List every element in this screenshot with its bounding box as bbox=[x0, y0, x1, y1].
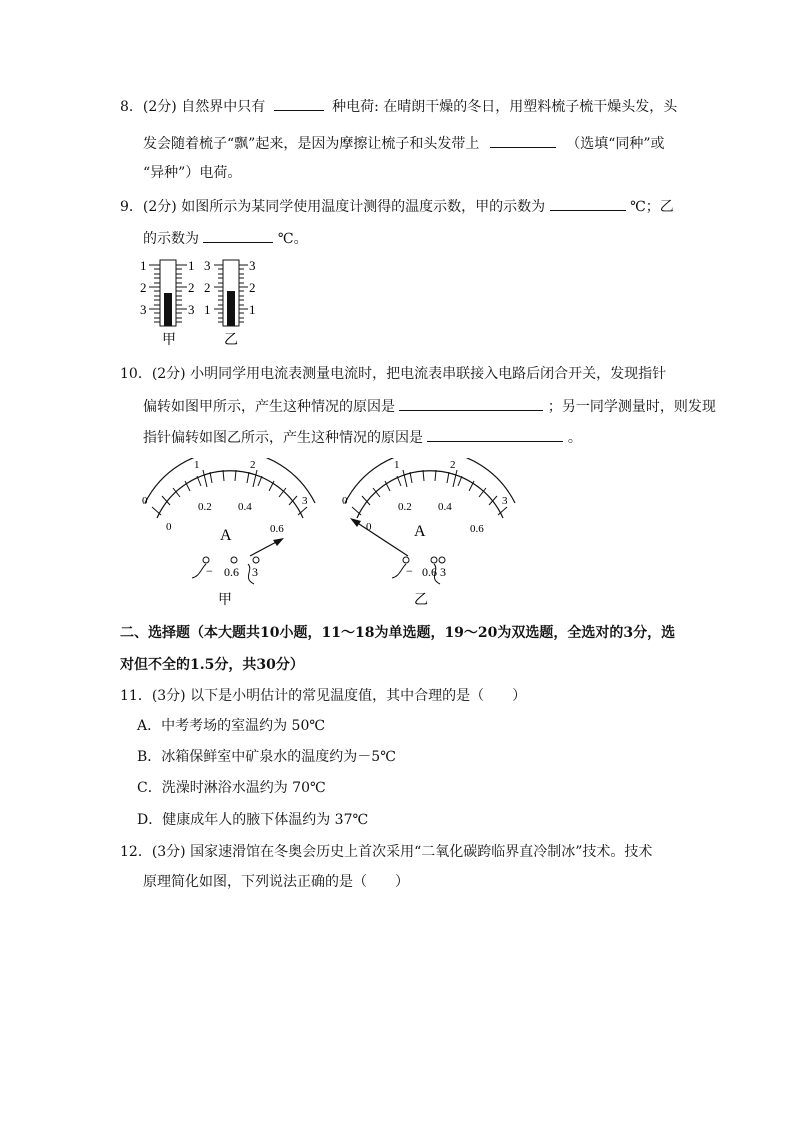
q9-text-2a: 的示数为 bbox=[143, 231, 199, 247]
yi-pointer-head bbox=[350, 518, 361, 527]
jia-lower-label-2: 0.4 bbox=[238, 501, 252, 513]
jia-left-label-3: 3 bbox=[140, 302, 147, 317]
q11-stem: 11．(3分) 以下是小明估计的常见温度值，其中合理的是（ ） bbox=[120, 688, 527, 704]
q8-text-1b: 种电荷: 在晴朗干燥的冬日，用塑料梳子梳干燥头发，头 bbox=[332, 99, 678, 115]
q10-text-3b: 。 bbox=[567, 430, 582, 446]
yi-lower-label-2: 0.4 bbox=[438, 501, 452, 513]
yi-unit-label: A bbox=[414, 523, 426, 540]
q9-text-2b: ℃。 bbox=[277, 231, 308, 247]
q8-text-2b: （选填“同种”或 bbox=[566, 136, 665, 152]
yi-upper-label-3: 3 bbox=[502, 495, 508, 507]
ammeter-figure bbox=[130, 458, 530, 618]
q12-line-2: 原理简化如图，下列说法正确的是（ ） bbox=[143, 874, 409, 890]
q10-text-2b: ；另一同学测量时，则发现 bbox=[547, 399, 716, 415]
q10-blank-yi[interactable] bbox=[427, 427, 563, 442]
jia-lower-label-1: 0.2 bbox=[198, 501, 212, 513]
q8-line-3: “异种”）电荷。 bbox=[143, 165, 242, 181]
jia-upper-label-1: 1 bbox=[194, 459, 200, 471]
jia-terminal-neg: − bbox=[206, 564, 213, 578]
jia-meter-caption: 甲 bbox=[218, 593, 232, 608]
q11-option-a[interactable]: A．中考考场的室温约为 50℃ bbox=[137, 718, 326, 734]
ammeter-jia bbox=[142, 458, 315, 608]
q8-text-2a: 发会随着梳子“飘”起来，是因为摩擦让梳子和头发带上 bbox=[143, 136, 480, 152]
jia-right-label-2: 2 bbox=[188, 280, 195, 295]
q12-line-1: 12．(3分) 国家速滑馆在冬奥会历史上首次采用“二氧化碳跨临界直冷制冰”技术。技术 bbox=[120, 844, 653, 860]
jia-left-label-1: 1 bbox=[140, 258, 147, 273]
thermometer-figure bbox=[136, 256, 276, 348]
yi-upper-label-0: 0 bbox=[342, 495, 348, 507]
q10-line-3 bbox=[143, 427, 582, 448]
yi-right-label-1: 3 bbox=[249, 258, 256, 273]
q10-blank-jia[interactable] bbox=[399, 396, 543, 411]
yi-terminal-neg: − bbox=[406, 564, 413, 578]
yi-lower-label-3: 0.6 bbox=[470, 523, 484, 535]
thermometer-yi bbox=[204, 258, 256, 348]
section2-heading-line-2: 对但不全的1.5分，共30分） bbox=[120, 657, 304, 673]
jia-lower-label-0: 0 bbox=[166, 521, 172, 533]
q9-line-1 bbox=[120, 196, 674, 217]
q9-blank-jia[interactable] bbox=[550, 196, 626, 211]
q9-text-1a: 9．(2分) 如图所示为某同学使用温度计测得的温度示数，甲的示数为 bbox=[120, 199, 546, 215]
q8-blank-1[interactable] bbox=[274, 96, 324, 111]
jia-pointer-head bbox=[273, 538, 284, 546]
yi-upper-label-1: 1 bbox=[394, 459, 400, 471]
jia-terminal-3: 3 bbox=[252, 565, 258, 579]
jia-upper-label-3: 3 bbox=[302, 495, 308, 507]
jia-right-label-1: 1 bbox=[188, 258, 195, 273]
yi-lower-label-1: 0.2 bbox=[398, 501, 412, 513]
jia-upper-label-2: 2 bbox=[250, 459, 256, 471]
q8-line-2 bbox=[143, 133, 665, 154]
q8-text-1a: 8．(2分) 自然界中只有 bbox=[120, 99, 266, 115]
q11-option-c[interactable]: C．洗澡时淋浴水温约为 70℃ bbox=[137, 780, 326, 796]
jia-upper-label-0: 0 bbox=[142, 495, 148, 507]
q11-option-b[interactable]: B．冰箱保鲜室中矿泉水的温度约为－5℃ bbox=[137, 749, 396, 765]
yi-terminal-06: 0.6 bbox=[422, 565, 437, 579]
q8-line-1 bbox=[120, 96, 677, 117]
jia-unit-label: A bbox=[220, 527, 232, 544]
yi-upper-label-2: 2 bbox=[450, 459, 456, 471]
jia-lower-label-3: 0.6 bbox=[270, 523, 284, 535]
q10-line-2 bbox=[143, 396, 716, 417]
jia-right-label-3: 3 bbox=[188, 302, 195, 317]
yi-left-label-1: 3 bbox=[204, 258, 211, 273]
yi-lower-label-0: 0 bbox=[366, 521, 372, 533]
q9-line-2 bbox=[143, 228, 308, 249]
q10-line-1: 10．(2分) 小明同学用电流表测量电流时，把电流表串联接入电路后闭合开关，发现指针 bbox=[120, 366, 667, 382]
yi-left-label-2: 2 bbox=[204, 280, 211, 295]
q10-text-3a: 指针偏转如图乙所示，产生这种情况的原因是 bbox=[143, 430, 423, 446]
yi-right-label-2: 2 bbox=[249, 280, 256, 295]
yi-terminal-3: 3 bbox=[440, 565, 446, 579]
jia-left-label-2: 2 bbox=[140, 280, 147, 295]
q11-option-d[interactable]: D．健康成年人的腋下体温约为 37℃ bbox=[137, 812, 369, 828]
yi-pointer bbox=[356, 522, 408, 556]
section2-heading-line-1: 二、选择题（本大题共10小题，11～18为单选题，19～20为双选题，全选对的3分，选 bbox=[120, 625, 676, 641]
yi-caption: 乙 bbox=[224, 333, 238, 348]
yi-right-label-3: 1 bbox=[249, 302, 256, 317]
jia-terminal-06: 0.6 bbox=[224, 565, 239, 579]
q8-blank-2[interactable] bbox=[490, 133, 556, 148]
ammeter-yi bbox=[342, 458, 515, 608]
q9-blank-yi[interactable] bbox=[203, 228, 273, 243]
thermometer-jia bbox=[140, 258, 195, 348]
yi-meter-caption: 乙 bbox=[414, 593, 428, 608]
jia-caption: 甲 bbox=[162, 333, 176, 348]
yi-left-label-3: 1 bbox=[204, 302, 211, 317]
q10-text-2a: 偏转如图甲所示，产生这种情况的原因是 bbox=[143, 399, 395, 415]
q9-text-1b: ℃；乙 bbox=[630, 199, 674, 215]
